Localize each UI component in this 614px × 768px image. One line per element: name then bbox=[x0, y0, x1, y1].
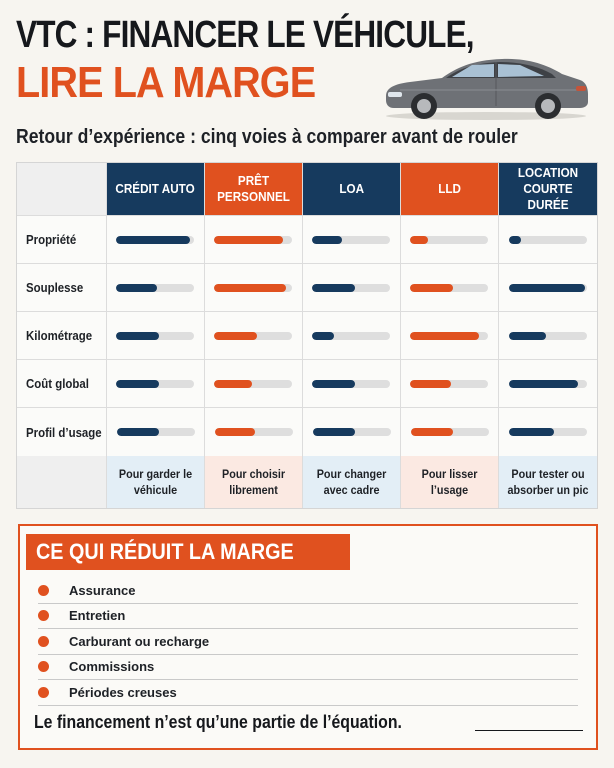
usage-cell-lld: Pour lisser l’usage bbox=[401, 456, 499, 508]
table-usage-row bbox=[17, 456, 597, 508]
rating-bar-fill bbox=[117, 428, 160, 436]
row-label: Profil d’usage bbox=[17, 408, 107, 456]
rating-bar-fill bbox=[116, 236, 190, 244]
bullet-dot-icon bbox=[38, 661, 49, 672]
row-label: Propriété bbox=[17, 216, 107, 264]
margin-items-list bbox=[38, 578, 578, 706]
rating-bar-track bbox=[312, 236, 390, 244]
rating-cell bbox=[205, 360, 303, 408]
list-item-label: Périodes creuses bbox=[69, 684, 177, 700]
rating-bar-fill bbox=[411, 428, 454, 436]
conclusion-text: Le financement n’est qu’une partie de l’équation. bbox=[34, 712, 402, 732]
rating-bar-track bbox=[509, 380, 587, 388]
usage-cell-loa: Pour changer avec cadre bbox=[303, 456, 401, 508]
rating-bar-fill bbox=[214, 284, 286, 292]
margin-panel bbox=[18, 524, 598, 750]
rating-bar-track bbox=[410, 380, 488, 388]
rating-bar-track bbox=[117, 428, 195, 436]
bullet-dot-icon bbox=[38, 585, 49, 596]
row-label: Kilométrage bbox=[17, 312, 107, 360]
rating-cell bbox=[303, 264, 401, 312]
bullet-dot-icon bbox=[38, 687, 49, 698]
rating-bar-fill bbox=[509, 428, 554, 436]
rating-bar-track bbox=[312, 380, 390, 388]
list-item bbox=[38, 629, 578, 655]
rating-cell bbox=[499, 360, 597, 408]
rating-bar-track bbox=[214, 332, 292, 340]
rating-bar-fill bbox=[116, 284, 157, 292]
rating-cell bbox=[107, 264, 205, 312]
rating-cell bbox=[499, 408, 597, 456]
rating-bar-track bbox=[214, 380, 292, 388]
rating-bar-fill bbox=[410, 236, 427, 244]
page-title-line-2: LIRE LA MARGE bbox=[16, 58, 316, 107]
table-row bbox=[17, 360, 597, 408]
rating-bar-track bbox=[116, 380, 194, 388]
rating-bar-track bbox=[509, 428, 587, 436]
page-subtitle: Retour d’expérience : cinq voies à comparer avant de rouler bbox=[16, 126, 518, 148]
conclusion-underline bbox=[475, 730, 583, 731]
rating-cell bbox=[303, 408, 401, 456]
page-title-line-1: VTC : FINANCER LE VÉHICULE, bbox=[16, 14, 474, 56]
rating-bar-fill bbox=[410, 380, 451, 388]
rating-bar-track bbox=[410, 236, 488, 244]
rating-bar-track bbox=[215, 428, 293, 436]
usage-cell-credit-auto: Pour garder le véhicule bbox=[107, 456, 205, 508]
list-item-label: Carburant ou recharge bbox=[69, 633, 210, 649]
rating-bar-fill bbox=[509, 236, 521, 244]
rating-bar-track bbox=[116, 332, 194, 340]
rating-cell bbox=[205, 216, 303, 264]
table-row bbox=[17, 312, 597, 360]
column-header-pret-personnel: PRÊT PERSONNEL bbox=[205, 163, 303, 216]
rating-cell bbox=[499, 264, 597, 312]
rating-bar-fill bbox=[215, 428, 256, 436]
rating-bar-fill bbox=[312, 284, 355, 292]
row-label: Coût global bbox=[17, 360, 107, 408]
rating-bar-track bbox=[313, 428, 391, 436]
rating-cell bbox=[401, 408, 499, 456]
rating-bar-fill bbox=[214, 332, 257, 340]
table-row bbox=[17, 408, 597, 456]
rating-cell bbox=[401, 216, 499, 264]
rating-cell bbox=[303, 312, 401, 360]
rating-bar-track bbox=[509, 236, 587, 244]
rating-bar-fill bbox=[509, 332, 546, 340]
sedan-car-icon bbox=[380, 50, 592, 122]
rating-bar-track bbox=[116, 284, 194, 292]
rating-bar-fill bbox=[312, 380, 355, 388]
bullet-dot-icon bbox=[38, 610, 49, 621]
column-header-lld: LLD bbox=[401, 163, 499, 216]
table-row bbox=[17, 264, 597, 312]
rating-bar-fill bbox=[116, 380, 159, 388]
rating-bar-track bbox=[214, 284, 292, 292]
rating-bar-track bbox=[116, 236, 194, 244]
list-item bbox=[38, 604, 578, 630]
list-item-label: Entretien bbox=[69, 608, 126, 624]
table-corner-cell bbox=[17, 163, 107, 216]
rating-bar-track bbox=[312, 332, 390, 340]
row-label: Souplesse bbox=[17, 264, 107, 312]
rating-bar-fill bbox=[116, 332, 159, 340]
rating-cell bbox=[401, 264, 499, 312]
column-header-loa: LOA bbox=[303, 163, 401, 216]
list-item-label: Commissions bbox=[69, 659, 155, 675]
usage-cell-pret-personnel: Pour choisir librement bbox=[205, 456, 303, 508]
rating-cell bbox=[401, 360, 499, 408]
column-header-credit-auto: CRÉDIT AUTO bbox=[107, 163, 205, 216]
rating-bar-fill bbox=[312, 332, 334, 340]
rating-cell bbox=[107, 360, 205, 408]
rating-bar-track bbox=[410, 332, 488, 340]
rating-cell bbox=[107, 216, 205, 264]
rating-bar-fill bbox=[313, 428, 356, 436]
rating-bar-track bbox=[214, 236, 292, 244]
rating-bar-fill bbox=[312, 236, 342, 244]
column-header-location-courte-duree: LOCATION COURTE DURÉE bbox=[499, 163, 597, 216]
list-item bbox=[38, 680, 578, 706]
rating-bar-fill bbox=[509, 380, 578, 388]
list-item bbox=[38, 578, 578, 604]
rating-cell bbox=[107, 312, 205, 360]
rating-bar-track bbox=[312, 284, 390, 292]
usage-corner-cell bbox=[17, 456, 107, 508]
margin-panel-title: CE QUI RÉDUIT LA MARGE bbox=[26, 534, 350, 570]
comparison-table bbox=[16, 162, 598, 509]
bullet-dot-icon bbox=[38, 636, 49, 647]
usage-cell-location-courte-duree: Pour tester ou absorber un pic bbox=[499, 456, 597, 508]
rating-cell bbox=[303, 216, 401, 264]
rating-bar-track bbox=[509, 332, 587, 340]
rating-bar-track bbox=[411, 428, 489, 436]
rating-bar-fill bbox=[410, 284, 453, 292]
rating-cell bbox=[205, 408, 303, 456]
rating-bar-fill bbox=[214, 236, 283, 244]
rating-bar-track bbox=[410, 284, 488, 292]
rating-cell bbox=[205, 264, 303, 312]
rating-bar-track bbox=[509, 284, 587, 292]
list-item bbox=[38, 655, 578, 681]
rating-cell bbox=[205, 312, 303, 360]
table-header-row bbox=[17, 163, 597, 216]
table-row bbox=[17, 216, 597, 264]
rating-cell bbox=[303, 360, 401, 408]
rating-cell bbox=[401, 312, 499, 360]
rating-bar-fill bbox=[509, 284, 585, 292]
rating-cell bbox=[107, 408, 205, 456]
rating-bar-fill bbox=[214, 380, 251, 388]
rating-bar-fill bbox=[410, 332, 479, 340]
rating-cell bbox=[499, 216, 597, 264]
list-item-label: Assurance bbox=[69, 582, 136, 598]
rating-cell bbox=[499, 312, 597, 360]
